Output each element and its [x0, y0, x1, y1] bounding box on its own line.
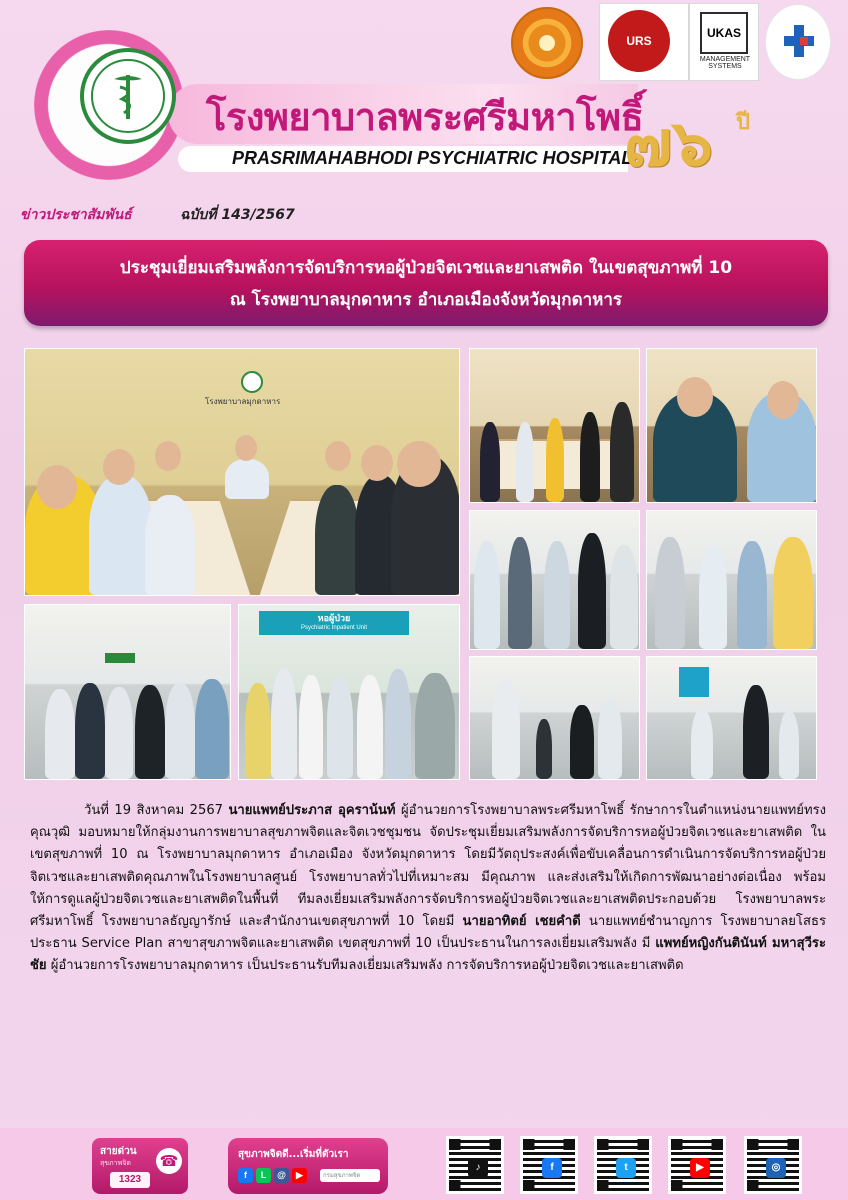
hotline-number: 1323 — [110, 1172, 150, 1188]
photo-ward-visit-1 — [469, 510, 640, 650]
caduceus-icon — [108, 71, 148, 121]
facebook-icon: f — [542, 1158, 562, 1178]
facebook-icon: f — [238, 1168, 253, 1183]
tiktok-icon: ♪ — [468, 1158, 488, 1178]
photo-ward-group — [238, 604, 460, 780]
article-body — [30, 800, 826, 978]
anniversary-number: ๗๖ — [624, 106, 713, 181]
moph-logo — [80, 48, 176, 144]
hotline-badge — [92, 1138, 188, 1194]
body-text-segment: ผู้อำนวยการโรงพยาบาลพระศรีมหาโพธิ์ รักษาการในตำแหน่งนายแพทย์ทรงคุณวุฒิ มอบหมายให้กลุ่มงานการพยาบาลสุขภาพจิตและจิตเวชชุมชน จัดประชุมเยี่ยมเสริมพลังการจัดบริการหอผู้ป่วยจิตเวชและยาเสพติด ในเขตสุขภาพที่ 10 ณ โรงพยาบาลมุกดาหาร อำเภอเมือง จังหวัดมุกดาหาร โดยมีวัตถุประสงค์เพื่อขับเคลื่อนการดำเนินการจัดบริการหอผู้ป่วยจิตเวชและยาเสพติดคุณภาพในโรงพยาบาลศูนย์ โรงพยาบาลทั่วไปที่เหมาะสม มีคุณภาพ และส่งเสริมให้เกิดการพัฒนาอย่างต่อเนื่อง พร้อมให้การดูแลผู้ป่วยจิตเวชและยาเสพติดในพื้นที่ ทีมลงเยี่ยมเสริมพลังการจัดบริการหอผู้ป่วยจิตเวชและยาเสพติดประกอบด้วย โรงพยาบาลพระศรีมหาโพธิ์ โรงพยาบาลธัญญารักษ์ และสำนักงานเขตสุขภาพที่ 10 โดยมี — [30, 803, 826, 930]
twitter-icon: t — [616, 1158, 636, 1178]
hotline-title: สายด่วน — [100, 1146, 137, 1157]
social-search-box: กรมสุขภาพจิต — [320, 1169, 380, 1182]
pr-label: ข่าวประชาสัมพันธ์ — [20, 207, 132, 223]
headline-box — [24, 240, 828, 326]
ha-accreditation-logo — [765, 4, 831, 80]
medical-cross-icon — [784, 23, 814, 59]
photo-meeting-wide — [469, 348, 640, 503]
chairman-name: นายอาทิตย์ เชยคำดี — [462, 914, 581, 930]
photo-nurse-station — [469, 656, 640, 780]
qr-code-website — [744, 1136, 802, 1194]
anniversary-suffix: ปี — [736, 109, 750, 135]
hotline-subtitle: สุขภาพจิต — [100, 1159, 131, 1167]
photo-meeting-main — [24, 348, 460, 596]
ukas-subtitle: MANAGEMENT SYSTEMS — [699, 56, 751, 70]
body-text-segment: วันที่ 19 สิงหาคม 2567 — [84, 803, 229, 818]
body-text-segment: นายแพทย์ชำนาญการ โรงพยาบาลยโสธร ประธาน Service Plan สาขาสุขภาพจิตและยาเสพติด เขตสุขภาพที่ 10 เป็นประธานในการลงเยี่ยมเสริมพลัง มี — [30, 914, 826, 952]
phone-icon: ☎ — [156, 1148, 182, 1174]
social-badge — [228, 1138, 388, 1194]
line-icon: L — [256, 1168, 271, 1183]
hospital-name-th: โรงพยาบาลพระศรีมหาโพธิ์ — [206, 95, 644, 139]
ward-sign: หอผู้ป่วย Psychiatric Inpatient Unit — [259, 611, 409, 635]
qr-code-twitter — [594, 1136, 652, 1194]
hospital-wall-logo-icon — [241, 371, 263, 393]
youtube-icon: ▶ — [690, 1158, 710, 1178]
meeting-room-sign: โรงพยาบาลมุกดาหาร — [205, 397, 281, 406]
exit-sign — [105, 653, 135, 663]
youtube-icon: ▶ — [292, 1168, 307, 1183]
photo-meeting-closeup — [646, 348, 817, 503]
qr-code-facebook — [520, 1136, 578, 1194]
ukas-crown-icon: UKAS — [700, 12, 748, 54]
ukas-logo — [689, 3, 759, 81]
urs-iso-logo — [599, 3, 689, 81]
headline-line-1: ประชุมเยี่ยมเสริมพลังการจัดบริการหอผู้ป่วยจิตเวชและยาเสพติด ในเขตสุขภาพที่ 10 — [119, 258, 733, 278]
headline-line-2: ณ โรงพยาบาลมุกดาหาร อำเภอเมืองจังหวัดมุกดาหาร — [229, 290, 623, 310]
social-slogan: สุขภาพจิตดี...เริ่มที่ตัวเรา — [238, 1149, 349, 1160]
director-name: นายแพทย์ประภาส อุคราน้นท์ — [228, 803, 396, 818]
hallway-sign — [679, 667, 709, 697]
body-text-segment: ผู้อำนวยการโรงพยาบาลมุกดาหาร เป็นประธานรับทีมลงเยี่ยมเสริมพลัง การจัดบริการหอผู้ป่วยจิตเวชและยาเสพติด — [46, 958, 684, 974]
globe-icon: ◎ — [766, 1158, 786, 1178]
issue-number: ฉบับที่ 143/2567 — [180, 207, 295, 223]
photo-corridor-group — [24, 604, 231, 780]
host-director-name: แพทย์หญิงกันตินันท์ มหาสุวีระชัย — [30, 936, 826, 974]
mental-health-dept-logo — [511, 7, 583, 79]
photo-ward-visit-2 — [646, 510, 817, 650]
hospital-name-en: PRASRIMAHABHODI PSYCHIATRIC HOSPITAL — [232, 148, 633, 168]
photo-hallway — [646, 656, 817, 780]
urs-seal-icon: URS — [608, 10, 670, 72]
qr-code-youtube — [668, 1136, 726, 1194]
website-icon: @ — [274, 1168, 289, 1183]
qr-code-tiktok — [446, 1136, 504, 1194]
